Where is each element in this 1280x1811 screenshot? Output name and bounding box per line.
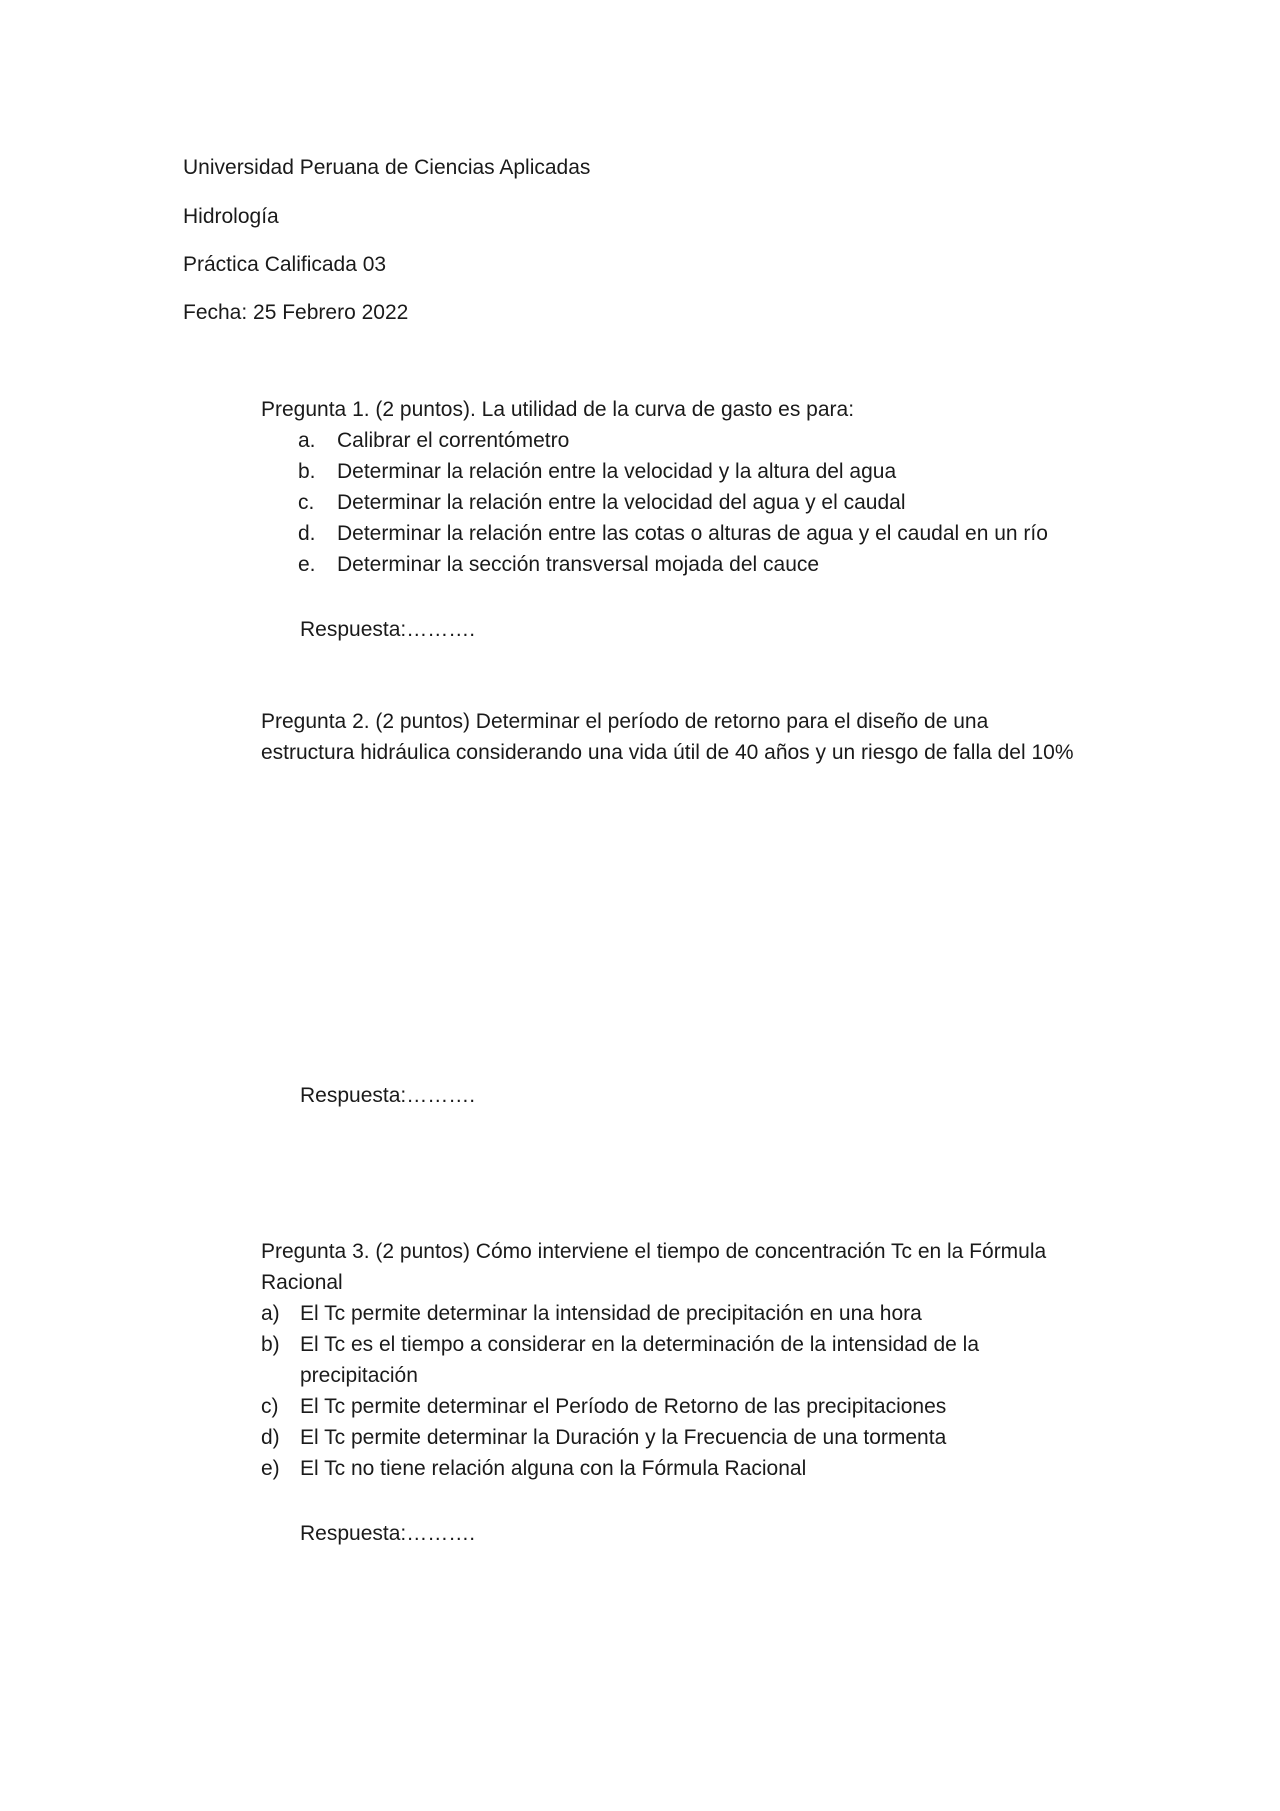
option-item (298, 487, 1048, 518)
option-item (261, 1298, 1046, 1329)
question-2-line-1: Pregunta 2. (2 puntos) Determinar el período de retorno para el diseño de una (261, 710, 989, 733)
option-text: Determinar la sección transversal mojada del cauce (337, 553, 820, 576)
course-name: Hidrología (183, 205, 279, 228)
question-2-answer: Respuesta:………. (300, 1084, 476, 1107)
option-item-continuation (261, 1360, 1046, 1391)
question-3 (261, 1236, 1046, 1484)
option-text: El Tc permite determinar el Período de Retorno de las precipitaciones (300, 1395, 947, 1418)
option-item (298, 456, 1048, 487)
option-item (298, 425, 1048, 456)
option-text: El Tc es el tiempo a considerar en la determinación de la intensidad de la (300, 1333, 980, 1356)
option-item (261, 1453, 1046, 1484)
option-letter: e. (298, 553, 316, 576)
option-item (261, 1329, 1046, 1360)
question-2 (261, 706, 1074, 768)
option-text: El Tc permite determinar la Duración y la Frecuencia de una tormenta (300, 1426, 947, 1449)
university-name: Universidad Peruana de Ciencias Aplicadas (183, 156, 591, 179)
question-1-answer: Respuesta:………. (300, 618, 476, 641)
option-item (298, 518, 1048, 549)
question-3-line-2: Racional (261, 1271, 343, 1294)
option-text-continuation: precipitación (300, 1364, 418, 1387)
option-letter: d) (261, 1426, 280, 1449)
question-1 (261, 394, 854, 425)
option-text: El Tc permite determinar la intensidad de precipitación en una hora (300, 1302, 922, 1325)
option-item (261, 1391, 1046, 1422)
option-text: Determinar la relación entre la velocidad y la altura del agua (337, 460, 897, 483)
option-text: Determinar la relación entre las cotas o alturas de agua y el caudal en un río (337, 522, 1048, 545)
question-3-line-1: Pregunta 3. (2 puntos) Cómo interviene el tiempo de concentración Tc en la Fórmula (261, 1240, 1047, 1263)
option-text: El Tc no tiene relación alguna con la Fórmula Racional (300, 1457, 807, 1480)
option-letter: d. (298, 522, 316, 545)
question-1-title: Pregunta 1. (2 puntos). La utilidad de la curva de gasto es para: (261, 398, 855, 421)
exam-title: Práctica Calificada 03 (183, 253, 387, 276)
option-text: Calibrar el correntómetro (337, 429, 570, 452)
option-letter: a. (298, 429, 316, 452)
option-letter: b) (261, 1333, 280, 1356)
question-2-line-2: estructura hidráulica considerando una vida útil de 40 años y un riesgo de falla del 10% (261, 741, 1074, 764)
option-letter: b. (298, 460, 316, 483)
option-letter: c. (298, 491, 315, 514)
option-letter: a) (261, 1302, 280, 1325)
option-text: Determinar la relación entre la velocidad del agua y el caudal (337, 491, 906, 514)
question-1-options (298, 425, 1048, 580)
option-letter: c) (261, 1395, 279, 1418)
question-3-answer: Respuesta:………. (300, 1522, 476, 1545)
option-letter: e) (261, 1457, 280, 1480)
exam-date: Fecha: 25 Febrero 2022 (183, 301, 409, 324)
option-item (261, 1422, 1046, 1453)
option-item (298, 549, 1048, 580)
